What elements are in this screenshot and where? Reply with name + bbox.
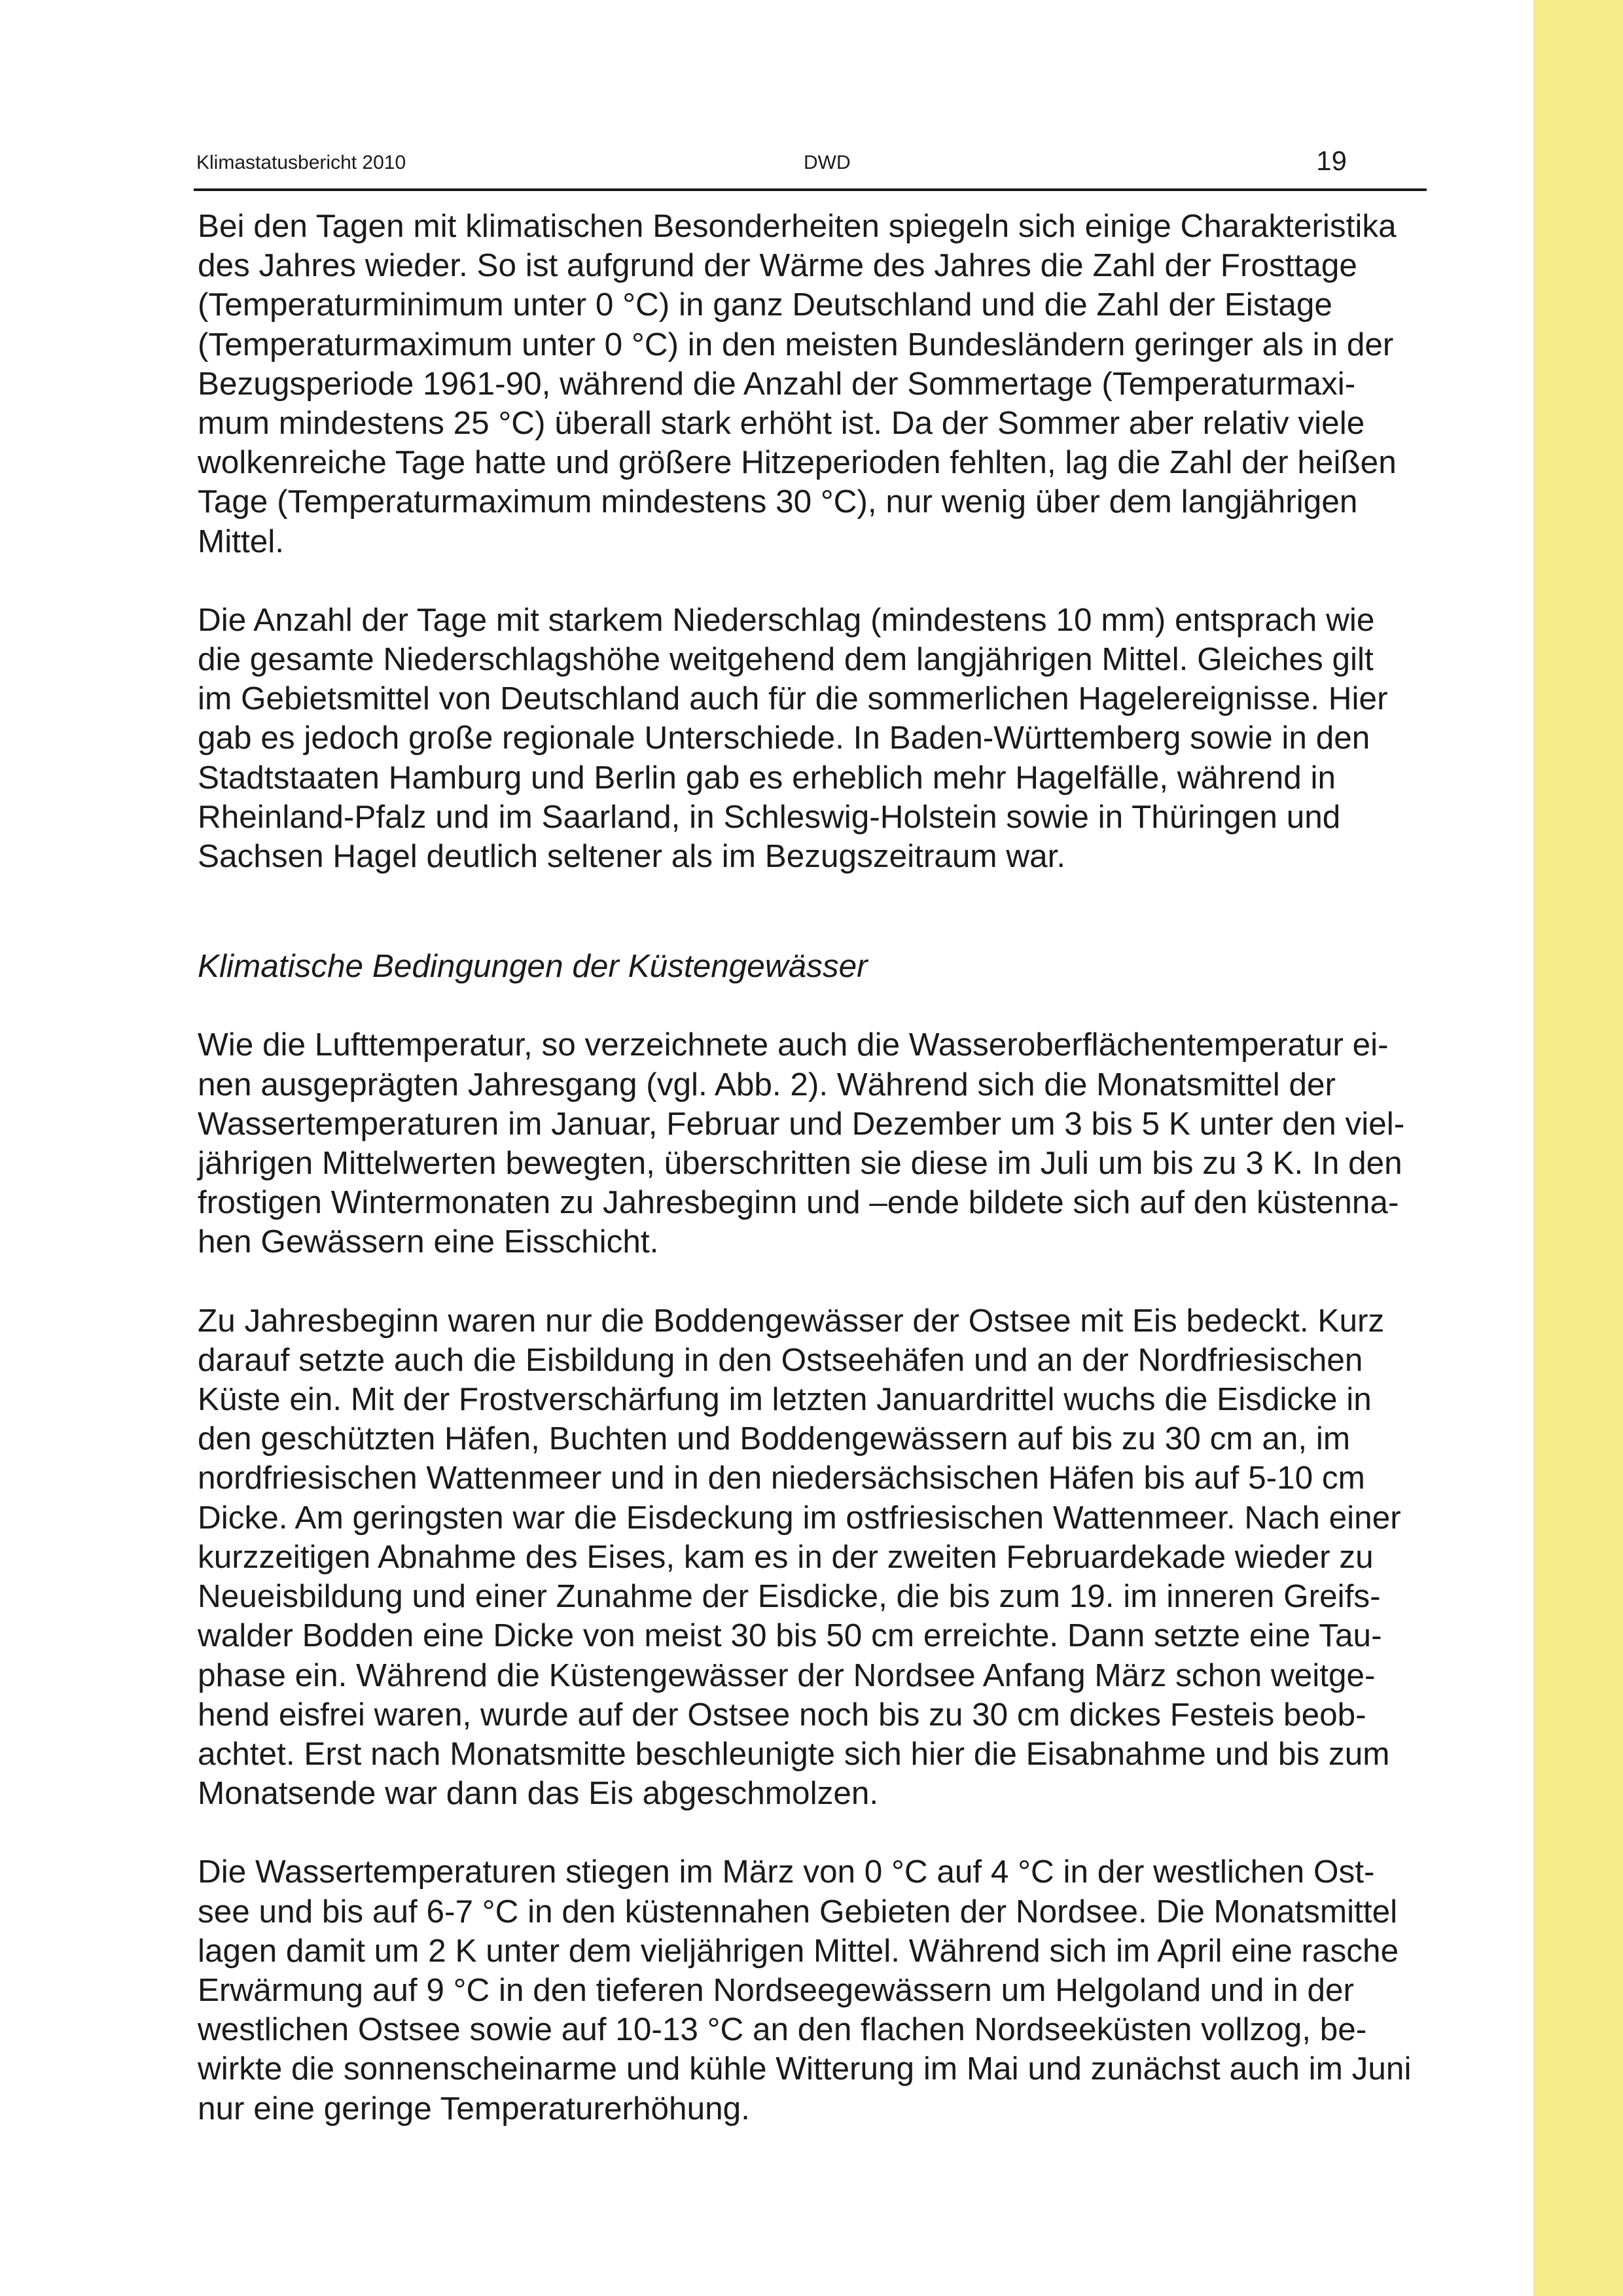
section-spacer bbox=[198, 876, 1428, 947]
page-body bbox=[198, 207, 1428, 2128]
paragraph-spacer bbox=[198, 1813, 1428, 1852]
section-heading: Klimatische Bedingungen der Küstengewässer bbox=[198, 948, 868, 985]
paragraph-spacer bbox=[198, 986, 1428, 1025]
page-header bbox=[196, 143, 1427, 179]
paragraph-spacer bbox=[198, 561, 1428, 601]
paragraph-precipitation: Die Anzahl der Tage mit starkem Niederschlag (mindestens 10 mm) entsprach wie die gesamte Niederschlagshöhe weitgehend dem langjährigen Mittel. Gleiches gilt im Gebietsmittel von Deutschland auch für die sommerlichen Hagelereignisse. Hier gab es jedoch große regionale Unterschiede. In Baden-Württemberg sowie in den Stadtstaaten Hamburg und Berlin gab es erheblich mehr Hagelfälle, während in Rheinland-Pfalz und im Saarland, in Schleswig-Holstein sowie in Thüringen und Sachsen Hagel deutlich seltener als im Bezugszeitraum war. bbox=[198, 601, 1388, 875]
paragraph-climate-days: Bei den Tagen mit klimatischen Besonderheiten spiegeln sich einige Charakteristika des Jahres wieder. So ist aufgrund der Wärme des Jahres die Zahl der Frosttage (Temperaturminimum unter 0 °C) in ganz Deutschland und die Zahl der Eistage (Temperaturmaximum unter 0 °C) in den meisten Bundesländern geringer als in der Bezugsperiode 1961-90, während die Anzahl der Sommertage (Temperaturmaxi- mum mindestens 25 °C) überall stark erhöht ist. Da der Sommer aber relativ viele wolkenreiche Tage hatte und größere Hitzeperioden fehlten, lag die Zahl der heißen Tage (Temperaturmaximum mindestens 30 °C), nur wenig über dem langjährigen Mittel. bbox=[198, 208, 1397, 559]
header-divider bbox=[194, 188, 1427, 191]
page-number: 19 bbox=[1316, 145, 1347, 176]
paragraph-spring-temperatures: Die Wassertemperaturen stiegen im März von 0 °C auf 4 °C in der westlichen Ost- see und bis auf 6-7 °C in den küstennahen Gebieten der Nordsee. Die Monatsmittel lagen damit um 2 K unter dem vieljährigen Mittel. Während sich im April eine rasche Erwärmung auf 9 °C in den tieferen Nordseegewässern um Helgoland und in der westlichen Ostsee sowie auf 10-13 °C an den flachen Nordseeküsten vollzog, be- wirkte die sonnenscheinarme und kühle Witterung im Mai und zunächst auch im Juni nur eine geringe Temperaturerhöhung. bbox=[198, 1854, 1412, 2127]
publisher-name: DWD bbox=[804, 152, 851, 173]
paragraph-water-temperature: Wie die Lufttemperatur, so verzeichnete auch die Wasseroberflächentemperatur ei- nen ausgeprägten Jahresgang (vgl. Abb. 2). Während sich die Monatsmittel der Wassertemperaturen im Januar, Februar und Dezember um 3 bis 5 K unter den viel- jährigen Mittelwerten bewegten, überschritten sie diese im Juli um bis zu 3 K. In den frostigen Wintermonaten zu Jahresbeginn und –ende bildete sich auf den küstenna- hen Gewässern eine Eisschicht. bbox=[198, 1027, 1405, 1260]
paragraph-ice-conditions: Zu Jahresbeginn waren nur die Boddengewässer der Ostsee mit Eis bedeckt. Kurz darauf setzte auch die Eisbildung in den Ostseehäfen und an der Nordfriesischen Küste ein. Mit der Frostverschärfung im letzten Januardrittel wuchs die Eisdicke in den geschützten Häfen, Buchten und Boddengewässern auf bis zu 30 cm an, im nordfriesischen Wattenmeer und in den niedersächsischen Häfen bis auf 5-10 cm Dicke. Am geringsten war die Eisdeckung im ostfriesischen Wattenmeer. Nach einer kurzzeitigen Abnahme des Eises, kam es in der zweiten Februardekade wieder zu Neueisbildung und einer Zunahme der Eisdicke, die bis zum 19. im inneren Greifs- walder Bodden eine Dicke von meist 30 bis 50 cm erreichte. Dann setzte eine Tau- phase ein. Während die Küstengewässer der Nordsee Anfang März schon weitge- hend eisfrei waren, wurde auf der Ostsee noch bis zu 30 cm dickes Festeis beob- achtet. Erst nach Monatsmitte beschleunigte sich hier die Eisabnahme und bis zum Monatsende war dann das Eis abgeschmolzen. bbox=[198, 1302, 1401, 1812]
side-color-band bbox=[1533, 0, 1623, 2296]
paragraph-spacer bbox=[198, 1262, 1428, 1301]
report-title: Klimastatusbericht 2010 bbox=[196, 152, 406, 173]
